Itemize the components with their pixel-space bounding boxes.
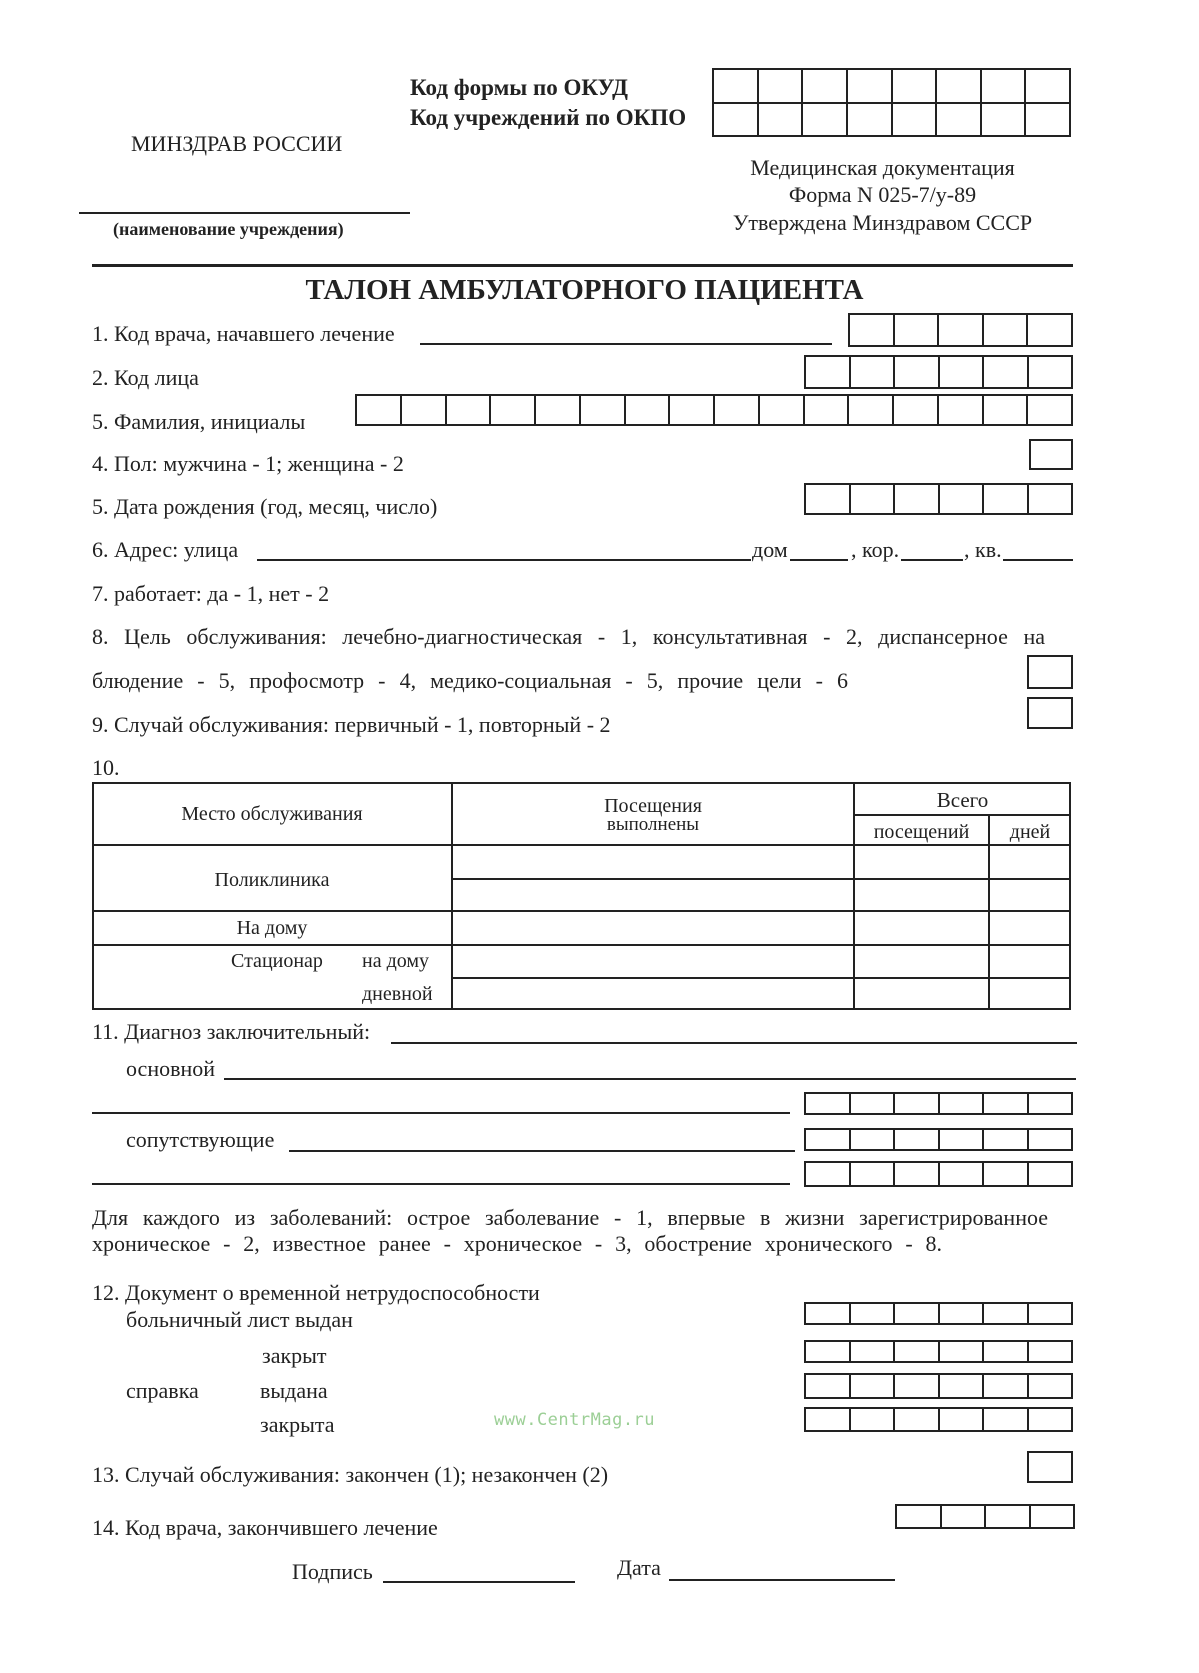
okpo-code-label: Код учреждений по ОКПО	[410, 105, 687, 130]
table-header-visits-line-2: выполнены	[606, 814, 700, 835]
entry-box-cell	[982, 1130, 1027, 1149]
entry-box-cell	[982, 1375, 1027, 1397]
person-code-boxes	[804, 355, 1073, 389]
entry-box-cell	[757, 104, 802, 135]
item-9-label: 9. Случай обслуживания: первичный - 1, повторный - 2	[92, 712, 611, 737]
street-line	[257, 559, 751, 561]
entry-box-cell	[357, 396, 400, 424]
doctor-end-code-boxes	[895, 1504, 1075, 1529]
table-divider	[92, 910, 1071, 912]
entry-box-cell	[1027, 1163, 1072, 1185]
entry-box-cell	[938, 1304, 983, 1323]
entry-box-cell	[893, 1375, 938, 1397]
entry-box-cell	[850, 315, 893, 345]
entry-box-cell	[849, 1130, 894, 1149]
entry-box-cell	[893, 1304, 938, 1323]
institution-caption: (наименование учреждения)	[113, 219, 344, 239]
disease-note-line-2: хроническое - 2, известное ранее - хроническое - 3, обострение хронического - 8.	[92, 1231, 942, 1256]
okud-code-label: Код формы по ОКУД	[410, 75, 628, 100]
signature-label: Подпись	[292, 1559, 373, 1584]
watermark: www.CentrMag.ru	[494, 1410, 656, 1430]
entry-box-cell	[849, 1375, 894, 1397]
table-divider	[451, 878, 1071, 880]
doctor-start-code-boxes	[848, 313, 1073, 347]
entry-box-cell	[579, 396, 624, 424]
entry-box-cell	[982, 315, 1027, 345]
entry-box-cell	[940, 1506, 985, 1527]
building-label: , кор.	[851, 537, 900, 562]
entry-box-cell	[1029, 1506, 1074, 1527]
certificate-closed-label: закрыта	[260, 1412, 335, 1437]
entry-box-cell	[1027, 1130, 1072, 1149]
entry-box-cell	[1027, 357, 1072, 387]
entry-box-cell	[982, 1163, 1027, 1185]
item-8-line-2: блюдение - 5, профосмотр - 4, медико-социальная - 5, прочие цели - 6	[92, 668, 848, 693]
entry-box-cell	[938, 1163, 983, 1185]
table-header-total-days: дней	[1009, 821, 1051, 843]
entry-box-cell	[1029, 1453, 1071, 1481]
entry-box-cell	[937, 396, 982, 424]
page-title: ТАЛОН АМБУЛАТОРНОГО ПАЦИЕНТА	[305, 274, 864, 306]
entry-box-cell	[980, 104, 1025, 135]
item-birth-date-label: 5. Дата рождения (год, месяц, число)	[92, 494, 438, 519]
entry-box-cell	[803, 396, 848, 424]
entry-box-cell	[1027, 1304, 1072, 1323]
entry-box-cell	[806, 1409, 849, 1430]
entry-box-cell	[935, 70, 980, 102]
institution-name-line	[79, 212, 410, 214]
birth-date-boxes	[804, 483, 1073, 515]
disease-note-line-1: Для каждого из заболеваний: острое заболевание - 1, впервые в жизни зарегистрированное	[92, 1205, 1048, 1230]
table-divider	[92, 944, 1071, 946]
item-13-label: 13. Случай обслуживания: закончен (1); незакончен (2)	[92, 1462, 609, 1487]
entry-box-cell	[806, 1130, 849, 1149]
item-name-label: 5. Фамилия, инициалы	[92, 409, 306, 434]
entry-box-cell	[893, 1163, 938, 1185]
table-divider	[853, 814, 1071, 816]
entry-box-cell	[938, 1375, 983, 1397]
entry-box-cell	[935, 104, 980, 135]
entry-box-cell	[757, 70, 802, 102]
entry-box-cell	[891, 104, 936, 135]
entry-box-cell	[893, 357, 938, 387]
item-14-label: 14. Код врача, закончившего лечение	[92, 1515, 438, 1540]
entry-box-cell	[893, 1094, 938, 1113]
item-8-line-1: 8. Цель обслуживания: лечебно-диагностическая - 1, консультативная - 2, диспансерное на	[92, 624, 1045, 649]
entry-box-cell	[849, 1094, 894, 1113]
entry-box-cell	[938, 485, 983, 513]
entry-box-cell	[714, 104, 757, 135]
house-line	[790, 559, 848, 561]
entry-box-cell	[1031, 441, 1071, 468]
entry-box-cell	[713, 396, 758, 424]
entry-box-cell	[849, 1304, 894, 1323]
full-name-boxes	[355, 394, 1073, 426]
entry-box-cell	[1027, 485, 1072, 513]
certificate-label: справка	[126, 1378, 199, 1403]
entry-box-cell	[897, 1506, 940, 1527]
entry-box-cell	[849, 1409, 894, 1430]
certificate-closed-boxes	[804, 1407, 1073, 1432]
okpo-code-grid	[712, 102, 1071, 137]
entry-box-cell	[893, 485, 938, 513]
entry-box-cell	[982, 485, 1027, 513]
diagnosis-code-boxes	[804, 1128, 1073, 1151]
entry-box-cell	[624, 396, 669, 424]
entry-box-cell	[668, 396, 713, 424]
diagnosis-main-label: основной	[126, 1056, 216, 1081]
okud-code-grid	[712, 68, 1071, 104]
entry-box-cell	[489, 396, 534, 424]
signature-line	[383, 1581, 575, 1583]
apartment-label: , кв.	[964, 537, 1002, 562]
apartment-line	[1003, 559, 1073, 561]
entry-box-cell	[758, 396, 803, 424]
sick-leave-closed-boxes	[804, 1340, 1073, 1363]
item-11-label: 11. Диагноз заключительный:	[92, 1019, 371, 1044]
entry-box-cell	[1024, 104, 1069, 135]
item-10-label: 10.	[92, 755, 120, 780]
sex-box	[1029, 439, 1073, 470]
diagnosis-blank-line	[92, 1183, 790, 1185]
table-row-hospital: Стационар	[231, 950, 323, 972]
table-header-total: Всего	[936, 788, 989, 812]
entry-box-cell	[937, 315, 982, 345]
diagnosis-concomitant-label: сопутствующие	[126, 1127, 275, 1152]
approval-label: Утверждена Минздравом СССР	[732, 210, 1033, 235]
entry-box-cell	[892, 396, 937, 424]
house-label: дом	[752, 537, 788, 562]
entry-box-cell	[806, 1094, 849, 1113]
table-divider	[451, 977, 1071, 979]
entry-box-cell	[1027, 1342, 1072, 1361]
entry-box-cell	[982, 357, 1027, 387]
entry-box-cell	[893, 1409, 938, 1430]
entry-box-cell	[980, 70, 1025, 102]
date-line	[669, 1579, 895, 1581]
entry-box-cell	[445, 396, 490, 424]
item-12-label: 12. Документ о временной нетрудоспособности	[92, 1280, 540, 1305]
entry-box-cell	[849, 1163, 894, 1185]
entry-box-cell	[938, 1409, 983, 1430]
table-row-hospital-day: дневной	[362, 983, 433, 1005]
entry-box-cell	[847, 396, 892, 424]
certificate-issued-label: выдана	[260, 1378, 328, 1403]
entry-box-cell	[806, 1163, 849, 1185]
entry-box-cell	[1027, 1375, 1072, 1397]
certificate-issued-boxes	[804, 1373, 1073, 1399]
entry-box-cell	[938, 1342, 983, 1361]
entry-box-cell	[938, 1130, 983, 1149]
entry-box-cell	[938, 1094, 983, 1113]
entry-box-cell	[846, 70, 891, 102]
entry-box-cell	[982, 396, 1027, 424]
entry-box-cell	[982, 1409, 1027, 1430]
entry-box-cell	[849, 485, 894, 513]
entry-box-cell	[984, 1506, 1029, 1527]
entry-box-cell	[801, 70, 846, 102]
item-1-label: 1. Код врача, начавшего лечение	[92, 321, 395, 346]
header-divider	[92, 264, 1073, 267]
entry-box-cell	[982, 1094, 1027, 1113]
entry-box-cell	[1029, 699, 1071, 727]
table-row-home: На дому	[236, 917, 308, 939]
diagnosis-code-boxes	[804, 1092, 1073, 1115]
item-1-line	[420, 343, 832, 345]
entry-box-cell	[806, 357, 849, 387]
entry-box-cell	[982, 1304, 1027, 1323]
entry-box-cell	[938, 357, 983, 387]
entry-box-cell	[1027, 1409, 1072, 1430]
entry-box-cell	[982, 1342, 1027, 1361]
entry-box-cell	[534, 396, 579, 424]
sick-leave-closed-label: закрыт	[262, 1343, 327, 1368]
item-6-label: 6. Адрес: улица	[92, 537, 239, 562]
form-number-label: Форма N 025-7/у-89	[788, 182, 977, 207]
table-row-clinic: Поликлиника	[214, 869, 330, 891]
building-line	[901, 559, 963, 561]
entry-box-cell	[846, 104, 891, 135]
item-7-label: 7. работает: да - 1, нет - 2	[92, 581, 330, 606]
diagnosis-blank-line	[92, 1112, 790, 1114]
entry-box-cell	[806, 1304, 849, 1323]
diagnosis-final-line	[391, 1042, 1077, 1044]
entry-box-cell	[400, 396, 445, 424]
item-2-label: 2. Код лица	[92, 365, 199, 390]
entry-box-cell	[806, 485, 849, 513]
entry-box-cell	[1026, 315, 1071, 345]
entry-box-cell	[891, 70, 936, 102]
entry-box-cell	[849, 357, 894, 387]
table-header-total-visits: посещений	[873, 821, 970, 843]
entry-box-cell	[806, 1375, 849, 1397]
entry-box-cell	[893, 1342, 938, 1361]
table-header-place: Место обслуживания	[181, 803, 363, 825]
case-type-box	[1027, 697, 1073, 729]
entry-box-cell	[1024, 70, 1069, 102]
entry-box-cell	[1029, 657, 1071, 687]
purpose-box	[1027, 655, 1073, 689]
table-row-hospital-home: на дому	[362, 950, 430, 972]
entry-box-cell	[1026, 396, 1071, 424]
entry-box-cell	[893, 1130, 938, 1149]
sick-leave-issued-boxes	[804, 1302, 1073, 1325]
entry-box-cell	[801, 104, 846, 135]
entry-box-cell	[1027, 1094, 1072, 1113]
sick-leave-issued-label: больничный лист выдан	[126, 1307, 353, 1332]
diagnosis-code-boxes	[804, 1161, 1073, 1187]
case-completion-box	[1027, 1451, 1073, 1483]
entry-box-cell	[893, 315, 938, 345]
doc-type-label: Медицинская документация	[750, 155, 1015, 180]
table-header-visits-line-1: Посещения	[604, 795, 702, 817]
entry-box-cell	[806, 1342, 849, 1361]
diagnosis-concomitant-line	[289, 1150, 795, 1152]
diagnosis-main-line	[224, 1078, 1076, 1080]
ministry-name: МИНЗДРАВ РОССИИ	[131, 131, 343, 156]
date-label: Дата	[617, 1555, 661, 1580]
entry-box-cell	[849, 1342, 894, 1361]
item-4-label: 4. Пол: мужчина - 1; женщина - 2	[92, 451, 404, 476]
entry-box-cell	[714, 70, 757, 102]
